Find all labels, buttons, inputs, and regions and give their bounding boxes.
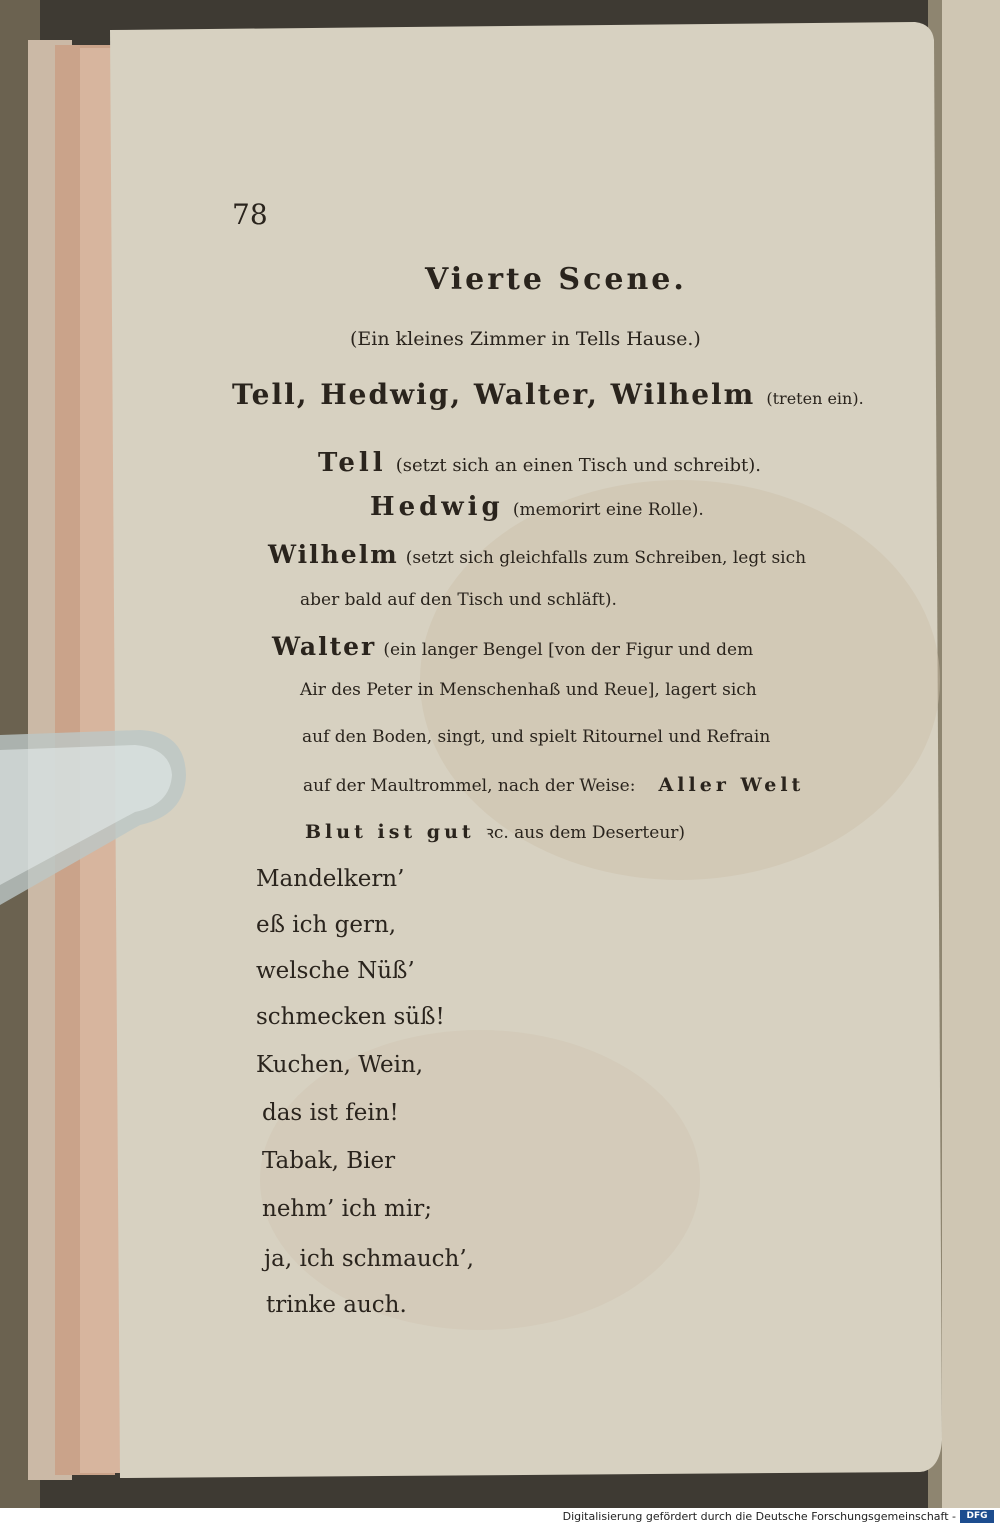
speaker-name: Walter [272,632,377,661]
action-line-tell [318,448,761,478]
song-line: schmecken süß! [256,1004,445,1030]
speaker-name: Wilhelm [268,540,399,569]
page-number: 78 [232,198,268,231]
tune-title: Aller Welt [658,774,805,796]
action-continuation: auf den Boden, singt, und spielt Ritournel und Refrain [302,727,771,747]
action-line-wilhelm [268,540,806,569]
song-line: Mandelkern’ [256,866,405,892]
setting-direction: (Ein kleines Zimmer in Tells Hause.) [350,328,701,350]
speaker-name: Hedwig [370,492,504,522]
song-line: nehm’ ich mir; [262,1196,432,1222]
tune-title: Blut ist gut [305,821,475,843]
action-continuation: Air des Peter in Menschenhaß und Reue], lagert sich [300,680,757,700]
stage-direction: (memorirt eine Rolle). [512,500,704,520]
stage-direction: (setzt sich gleichfalls zum Schreiben, legt sich [405,548,807,568]
dfg-logo[interactable]: DFG [960,1510,994,1523]
song-line: welsche Nüß’ [256,958,415,984]
action-line-hedwig [370,492,704,522]
action-continuation: auf der Maultrommel, nach der Weise: Aller Welt [303,774,805,796]
characters-line [232,378,864,411]
song-line: Tabak, Bier [262,1148,396,1174]
characters-names: Tell, Hedwig, Walter, Wilhelm [232,378,756,411]
action-line-walter [272,632,753,661]
scene-heading: Vierte Scene. [425,262,687,297]
song-line: ja, ich schmauch’, [264,1246,474,1272]
speaker-name: Tell [318,448,387,478]
song-line: eß ich gern, [256,912,397,938]
song-line: trinke auch. [266,1292,407,1318]
action-continuation: Blut ist gut ꝛc. aus dem Deserteur) [305,821,686,843]
footer-bar [0,1508,1000,1526]
action-continuation: aber bald auf den Tisch und schläft). [300,590,617,610]
characters-direction: (treten ein). [766,389,864,408]
stage-direction: (ein langer Bengel [von der Figur und dem [383,640,754,660]
funding-notice: Digitalisierung gefördert durch die Deutsche Forschungsgemeinschaft - [562,1510,956,1523]
song-line: Kuchen, Wein, [256,1052,424,1078]
stage-direction: (setzt sich an einen Tisch und schreibt). [395,455,762,476]
song-line: das ist fein! [262,1100,399,1126]
